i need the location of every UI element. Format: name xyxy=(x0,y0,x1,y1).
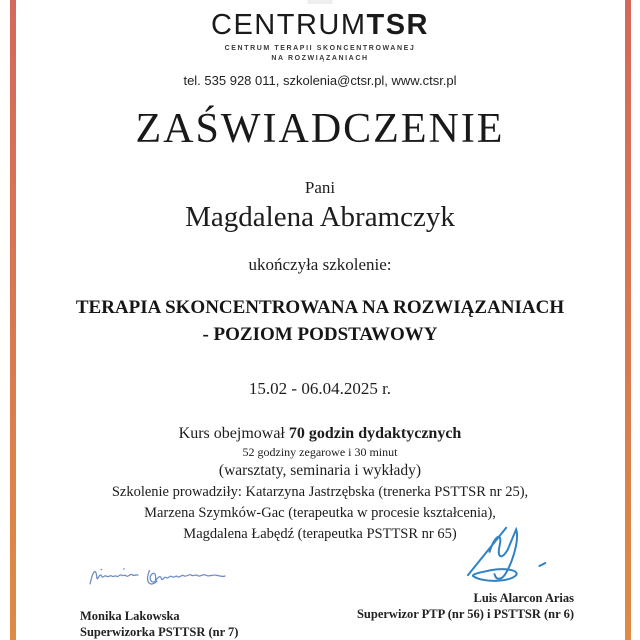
signer-role-left: Superwizorka PSTTSR (nr 7) xyxy=(80,624,239,639)
signer-role-right: Superwizor PTP (nr 56) i PSTTSR (nr 6) xyxy=(356,607,574,622)
logo-caption xyxy=(0,44,640,64)
course-hours-bold: 70 godzin dydaktycznych xyxy=(288,425,462,443)
certificate-title: ZAŚWIADCZENIE xyxy=(135,106,505,153)
course-hours-line xyxy=(0,425,640,443)
trainers-line1: Szkolenie prowadziły: Katarzyna Jastrzębska (trenerka PSTTSR nr 25), xyxy=(111,484,529,501)
trainers-line3: Magdalena Łabędź (terapeutka PSTTSR nr 65) xyxy=(183,525,457,542)
logo-wordmark xyxy=(0,9,640,42)
cropped-logo-icon xyxy=(307,0,333,4)
course-title-line1: TERAPIA SKONCENTROWANA NA ROZWIĄZANIACH xyxy=(75,297,565,319)
salutation: Pani xyxy=(304,178,336,198)
contact-line: tel. 535 928 011, szkolenia@ctsr.pl, www.ctsr.pl xyxy=(183,73,457,89)
handwritten-signature-left xyxy=(86,558,232,592)
course-format: (warsztaty, seminaria i wykłady) xyxy=(218,462,422,480)
logo-wordmark-bold: TSR xyxy=(366,9,429,41)
course-hours-detail: 52 godziny zegarowe i 30 minut xyxy=(242,445,398,460)
signature-block-left xyxy=(80,520,238,640)
course-hours-prefix: Kurs obejmował xyxy=(178,425,289,443)
handwritten-signature-right xyxy=(458,522,566,590)
signer-name-left: Monika Lakowska xyxy=(80,608,180,623)
course-title-line2: - POZIOM PODSTAWOWY xyxy=(202,323,438,345)
logo-caption-line2: NA ROZWIĄZANIACH xyxy=(271,55,369,63)
logo-caption-line1: CENTRUM TERAPII SKONCENTROWANEJ xyxy=(224,45,416,52)
course-date-range: 15.02 - 06.04.2025 r. xyxy=(248,379,392,399)
trainers-line2: Marzena Szymków-Gac (terapeutka w procesie kształcenia), xyxy=(144,505,496,522)
signature-block-right xyxy=(357,520,574,640)
completion-text: ukończyła szkolenie: xyxy=(248,255,392,275)
signer-name-right: Luis Alarcon Arias xyxy=(473,591,574,605)
course-title xyxy=(0,295,640,348)
signatures-row xyxy=(0,520,640,640)
recipient-name: Magdalena Abramczyk xyxy=(185,201,455,234)
logo-wordmark-regular: CENTRUM xyxy=(211,9,367,41)
